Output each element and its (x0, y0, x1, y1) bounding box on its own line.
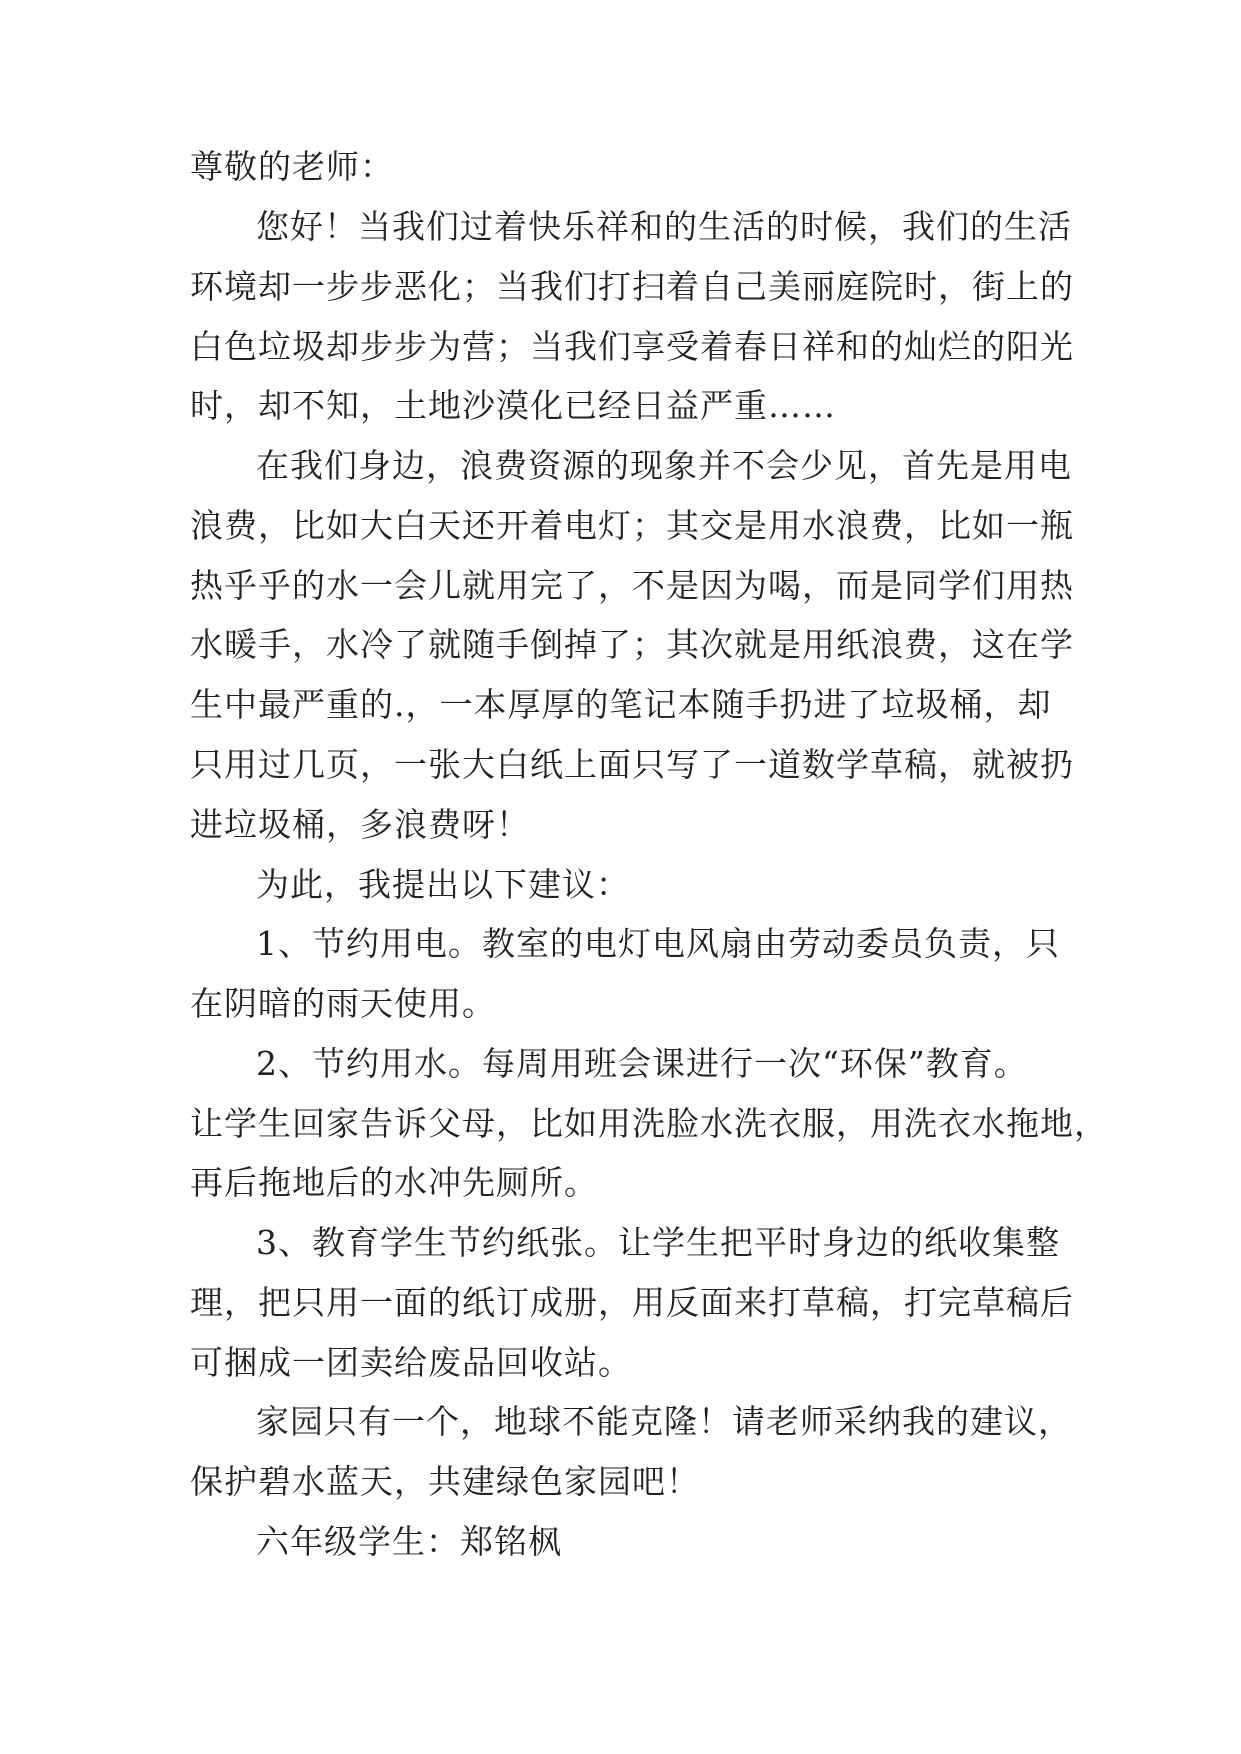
paragraph-line: 再后拖地后的水冲先厕所。 (190, 1163, 598, 1202)
paragraph-line: 浪费，比如大白天还开着电灯；其交是用水浪费，比如一瓶 (190, 506, 1074, 545)
paragraph-line: 理，把只用一面的纸订成册，用反面来打草稿，打完草稿后 (190, 1283, 1074, 1322)
paragraph-line: 让学生回家告诉父母，比如用洗脸水洗衣服，用洗衣水拖地， (190, 1104, 1108, 1143)
paragraph-line: 白色垃圾却步步为营；当我们享受着春日祥和的灿烂的阳光 (190, 327, 1074, 366)
paragraph-line: 只用过几页，一张大白纸上面只写了一道数学草稿，就被扔 (190, 745, 1074, 784)
paragraph-line: 为此，我提出以下建议： (256, 865, 630, 904)
signature: 六年级学生：郑铭枫 (256, 1522, 562, 1561)
salutation: 尊敬的老师： (190, 147, 394, 186)
paragraph-line: 2、节约用水。每周用班会课进行一次“环保”教育。 (256, 1044, 1028, 1083)
paragraph-line: 水暖手，水冷了就随手倒掉了；其次就是用纸浪费，这在学 (190, 625, 1074, 664)
paragraph-line: 热乎乎的水一会儿就用完了，不是因为喝，而是同学们用热 (190, 566, 1074, 605)
paragraph-line: 在阴暗的雨天使用。 (190, 984, 496, 1023)
paragraph-line: 3、教育学生节约纸张。让学生把平时身边的纸收集整 (256, 1223, 1060, 1262)
paragraph-line: 家园只有一个，地球不能克隆！请老师采纳我的建议， (256, 1402, 1072, 1441)
paragraph-line: 环境却一步步恶化；当我们打扫着自己美丽庭院时，街上的 (190, 267, 1074, 306)
paragraph-line: 时，却不知，土地沙漠化已经日益严重…… (190, 386, 836, 425)
paragraph-line: 进垃圾桶，多浪费呀！ (190, 805, 530, 844)
paragraph-line: 生中最严重的.，一本厚厚的笔记本随手扔进了垃圾桶，却 (190, 685, 1052, 724)
paragraph-line: 您好！当我们过着快乐祥和的生活的时候，我们的生活 (256, 207, 1072, 246)
paragraph-line: 保护碧水蓝天，共建绿色家园吧！ (190, 1462, 700, 1501)
paragraph-line: 在我们身边，浪费资源的现象并不会少见，首先是用电 (256, 446, 1072, 485)
paragraph-line: 可捆成一团卖给废品回收站。 (190, 1343, 632, 1382)
paragraph-line: 1、节约用电。教室的电灯电风扇由劳动委员负责，只 (256, 924, 1060, 963)
